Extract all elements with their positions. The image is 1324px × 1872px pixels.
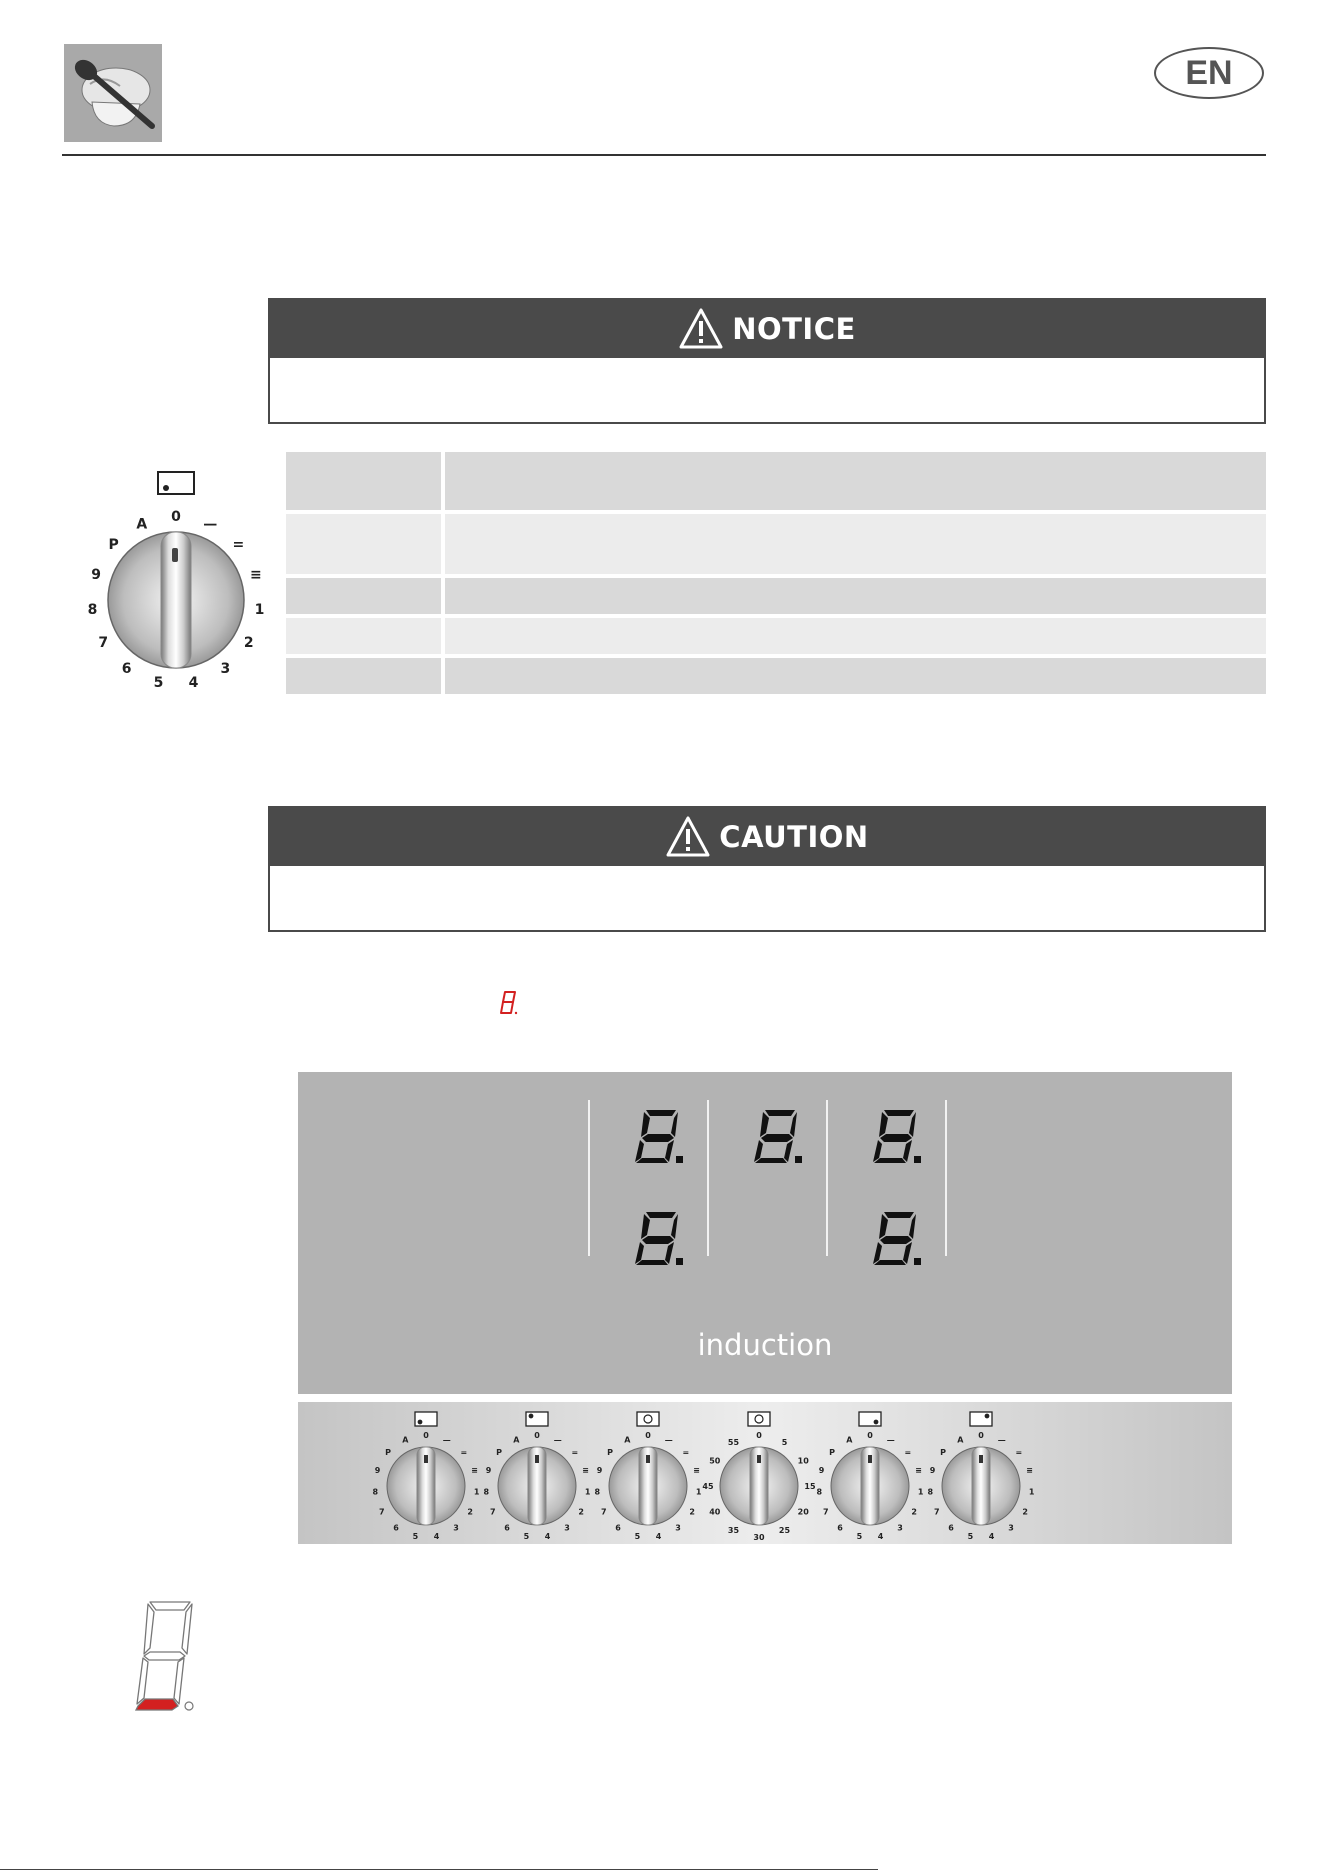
zone-display-digit bbox=[868, 1106, 928, 1164]
knob-scale-label: = bbox=[232, 536, 245, 553]
table-row bbox=[286, 514, 1266, 574]
knob-scale-label: = bbox=[460, 1447, 468, 1457]
knob-scale-label: 3 bbox=[1008, 1523, 1014, 1533]
knob-scale-label: A bbox=[957, 1435, 964, 1445]
knob-scale-label: 7 bbox=[98, 635, 109, 651]
brand-logo bbox=[64, 44, 162, 142]
knob-scale-label: 0 bbox=[534, 1431, 540, 1440]
knob-scale-label: ≡ bbox=[582, 1466, 589, 1476]
zone-display-digit bbox=[868, 1208, 928, 1266]
knob-scale-label: 8 bbox=[483, 1487, 490, 1497]
description-cell bbox=[445, 578, 1266, 614]
knob-scale-label: 20 bbox=[797, 1507, 809, 1517]
knob-scale-label: ≡ bbox=[1026, 1466, 1033, 1476]
knob-scale-label: A bbox=[402, 1435, 409, 1445]
knob-scale-label: 4 bbox=[655, 1531, 662, 1541]
table-row bbox=[286, 658, 1266, 694]
knob-scale-label: 3 bbox=[897, 1523, 903, 1533]
knob-scale-label: 7 bbox=[934, 1507, 940, 1517]
knob-scale-label: 4 bbox=[877, 1531, 884, 1541]
knob-scale-label: — bbox=[886, 1435, 895, 1445]
knob-scale-label: 2 bbox=[689, 1507, 695, 1517]
knob-scale-label: 8 bbox=[87, 601, 98, 618]
table-row bbox=[286, 578, 1266, 614]
knob-scale-label: P bbox=[940, 1447, 947, 1457]
knob-scale-label: 9 bbox=[818, 1466, 825, 1476]
zone-rear-right-icon bbox=[970, 1412, 992, 1426]
caution-header bbox=[270, 808, 1264, 866]
induction-brand-label: induction bbox=[697, 1328, 833, 1362]
knob-scale-label: A bbox=[846, 1435, 853, 1445]
knob-scale-label: 0 bbox=[867, 1431, 873, 1440]
knob-scale-label: 6 bbox=[504, 1523, 510, 1533]
knob-scale-label: 5 bbox=[967, 1531, 974, 1541]
zone-center-icon bbox=[637, 1412, 659, 1426]
setting-cell bbox=[286, 658, 441, 694]
zone-display-digit bbox=[630, 1208, 690, 1266]
description-cell bbox=[445, 514, 1266, 574]
display-divider bbox=[945, 1100, 947, 1256]
knob-scale-label: 1 bbox=[1028, 1487, 1035, 1497]
knob-scale-label: P bbox=[829, 1447, 836, 1457]
knob-scale-label: 8 bbox=[372, 1487, 379, 1497]
knob-scale-label: 5 bbox=[781, 1437, 788, 1447]
table-row bbox=[286, 618, 1266, 654]
cooking-zone-icon bbox=[158, 472, 194, 494]
knob-scale-label: 5 bbox=[856, 1531, 863, 1541]
knob-scale-label: 1 bbox=[473, 1487, 480, 1497]
knob-scale-label: 8 bbox=[594, 1487, 601, 1497]
knob-scale-label: 1 bbox=[254, 601, 265, 618]
knob-scale-label: 4 bbox=[988, 1531, 995, 1541]
knob-scale-label: 8 bbox=[816, 1487, 823, 1497]
knob-scale-label: ≡ bbox=[250, 567, 262, 583]
knob-scale-label: 2 bbox=[911, 1507, 917, 1517]
knob-scale-label: 5 bbox=[634, 1531, 641, 1541]
knob-scale-label: = bbox=[571, 1447, 579, 1457]
knob-scale-label: — bbox=[442, 1435, 451, 1445]
knob-scale-label: 7 bbox=[490, 1507, 496, 1517]
setting-cell bbox=[286, 578, 441, 614]
display-divider bbox=[588, 1100, 590, 1256]
knob-scale-label: 7 bbox=[601, 1507, 607, 1517]
description-cell bbox=[445, 618, 1266, 654]
knob-scale-label: = bbox=[1015, 1447, 1023, 1457]
cooktop-display-panel bbox=[298, 1072, 1232, 1394]
knob-scale-label: = bbox=[682, 1447, 690, 1457]
knob-scale-label: 0 bbox=[171, 509, 181, 525]
knob-scale-label: 0 bbox=[756, 1431, 762, 1440]
knob-scale-label: — bbox=[203, 516, 218, 533]
knob-scale-label: 40 bbox=[709, 1507, 721, 1517]
description-cell bbox=[445, 452, 1266, 510]
knob-scale-label: 7 bbox=[379, 1507, 385, 1517]
footer-divider bbox=[0, 1869, 878, 1870]
header-divider bbox=[62, 154, 1266, 156]
knob-scale-label: 6 bbox=[615, 1523, 621, 1533]
knob-scale-label: P bbox=[607, 1447, 614, 1457]
knob-scale-label: 7 bbox=[823, 1507, 829, 1517]
knob-scale-label: 4 bbox=[433, 1531, 440, 1541]
notice-box bbox=[268, 298, 1266, 424]
knob-scale-label: 0 bbox=[423, 1431, 429, 1440]
knob-scale-label: 6 bbox=[121, 661, 132, 677]
knob-scale-label: 1 bbox=[695, 1487, 702, 1497]
knob-scale-label: 50 bbox=[709, 1456, 721, 1466]
display-divider bbox=[707, 1100, 709, 1256]
knob-scale-label: 1 bbox=[917, 1487, 924, 1497]
knob-scale-label: 6 bbox=[393, 1523, 399, 1533]
knob-scale-label: P bbox=[108, 536, 119, 553]
knob-scale-label: = bbox=[904, 1447, 912, 1457]
knob-scale-label: 9 bbox=[596, 1466, 603, 1476]
knob-scale-label: 9 bbox=[929, 1466, 936, 1476]
knob-scale-label: 2 bbox=[578, 1507, 584, 1517]
knob-scale-label: 3 bbox=[675, 1523, 681, 1533]
knob-scale-label: 10 bbox=[797, 1456, 809, 1466]
zone-rear-left-icon bbox=[526, 1412, 548, 1426]
spoon-chef-hat-icon bbox=[64, 44, 162, 142]
zone-front-left-icon bbox=[415, 1412, 437, 1426]
knob-scale-label: 45 bbox=[702, 1482, 714, 1491]
knob-scale-label: A bbox=[624, 1435, 631, 1445]
knob-scale-label: 9 bbox=[374, 1466, 381, 1476]
setting-cell bbox=[286, 514, 441, 574]
knob-scale-label: 25 bbox=[778, 1526, 791, 1536]
rear-right-zone-knob[interactable] bbox=[915, 1408, 1047, 1542]
knob-scale-label: 3 bbox=[220, 661, 231, 677]
knob-scale-label: 5 bbox=[412, 1531, 419, 1541]
footer-code bbox=[876, 1863, 1036, 1872]
notice-header bbox=[270, 300, 1264, 358]
settings-table bbox=[286, 452, 1266, 698]
warning-triangle-icon bbox=[678, 307, 724, 351]
knob-scale-label: ≡ bbox=[915, 1466, 922, 1476]
warning-triangle-icon bbox=[665, 815, 711, 859]
knob-scale-label: A bbox=[136, 516, 148, 533]
caution-box bbox=[268, 806, 1266, 932]
knob-scale-label: 5 bbox=[153, 675, 164, 688]
inline-digit-icon bbox=[500, 990, 518, 1016]
knob-scale-label: A bbox=[513, 1435, 520, 1445]
knob-scale-label: 3 bbox=[564, 1523, 570, 1533]
knob-scale-label: ≡ bbox=[693, 1466, 700, 1476]
caution-body bbox=[270, 866, 1264, 930]
knob-scale-label: 30 bbox=[753, 1533, 765, 1542]
knob-scale-label: 2 bbox=[467, 1507, 473, 1517]
language-badge: EN bbox=[1154, 47, 1264, 99]
knob-scale-label: 3 bbox=[453, 1523, 459, 1533]
setting-cell bbox=[286, 618, 441, 654]
caution-title: CAUTION bbox=[719, 820, 869, 854]
zone-display-digit bbox=[630, 1106, 690, 1164]
notice-body bbox=[270, 358, 1264, 422]
knob-scale-label: 4 bbox=[188, 675, 199, 688]
knob-scale-label: 2 bbox=[243, 635, 254, 651]
control-knob-panel bbox=[298, 1402, 1232, 1544]
knob-scale-label: 55 bbox=[727, 1437, 740, 1447]
zone-display-digit bbox=[749, 1106, 809, 1164]
cooking-zone-knob bbox=[84, 464, 268, 688]
zone-front-right-icon bbox=[859, 1412, 881, 1426]
knob-scale-label: 6 bbox=[837, 1523, 843, 1533]
knob-scale-label: 5 bbox=[523, 1531, 530, 1541]
description-cell bbox=[445, 658, 1266, 694]
knob-scale-label: 1 bbox=[584, 1487, 591, 1497]
knob-scale-label: 2 bbox=[1022, 1507, 1028, 1517]
knob-scale-label: 9 bbox=[485, 1466, 492, 1476]
knob-scale-label: P bbox=[496, 1447, 503, 1457]
knob-scale-label: 15 bbox=[804, 1482, 816, 1491]
segment-diagram-icon bbox=[132, 1598, 200, 1712]
knob-scale-label: 8 bbox=[927, 1487, 934, 1497]
table-row bbox=[286, 452, 1266, 510]
knob-scale-label: 9 bbox=[91, 567, 101, 583]
knob-scale-label: — bbox=[997, 1435, 1006, 1445]
knob-scale-label: 4 bbox=[544, 1531, 551, 1541]
knob-scale-label: ≡ bbox=[471, 1466, 478, 1476]
knob-scale-label: — bbox=[553, 1435, 562, 1445]
knob-scale-label: — bbox=[664, 1435, 673, 1445]
knob-scale-label: P bbox=[385, 1447, 392, 1457]
knob-scale-label: 0 bbox=[645, 1431, 651, 1440]
setting-cell bbox=[286, 452, 441, 510]
display-divider bbox=[826, 1100, 828, 1256]
knob-scale-label: 35 bbox=[727, 1526, 740, 1536]
knob-scale-label: 0 bbox=[978, 1431, 984, 1440]
notice-title: NOTICE bbox=[732, 312, 856, 346]
knob-scale-label: 6 bbox=[948, 1523, 954, 1533]
timer-clock-icon bbox=[748, 1412, 770, 1426]
